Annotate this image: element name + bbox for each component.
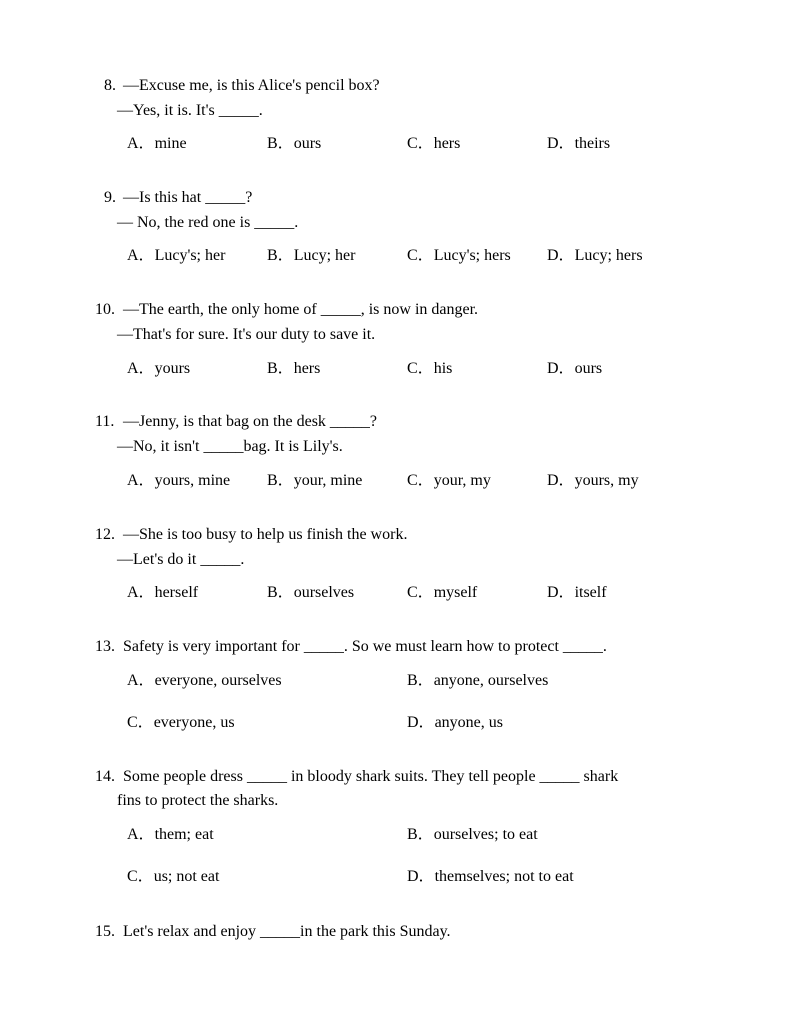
- option-text: ours: [293, 135, 322, 152]
- option-letter: D．: [547, 247, 575, 264]
- option-b[interactable]: [267, 361, 320, 377]
- option-b[interactable]: [407, 673, 548, 689]
- option-letter: B．: [267, 472, 294, 489]
- question-line: —Let's do it _____.: [117, 551, 245, 568]
- option-letter: C．: [407, 584, 434, 601]
- option-b[interactable]: [267, 248, 355, 264]
- question-line: Some people dress _____ in bloody shark suits. They tell people _____ shark: [123, 768, 619, 785]
- question-line: —That's for sure. It's our duty to save it.: [117, 326, 376, 343]
- option-a[interactable]: [127, 827, 214, 843]
- question-number: 9.: [104, 189, 116, 206]
- question-line: —She is too busy to help us finish the work.: [123, 526, 408, 543]
- option-text: theirs: [574, 135, 611, 152]
- option-text: herself: [154, 584, 199, 601]
- option-letter: B．: [267, 584, 294, 601]
- option-d[interactable]: [407, 869, 574, 885]
- option-text: them; eat: [154, 826, 214, 843]
- question-line: fins to protect the sharks.: [117, 792, 279, 809]
- question-number: 13.: [95, 638, 115, 655]
- question-line: Let's relax and enjoy _____in the park this Sunday.: [123, 923, 451, 940]
- option-letter: D．: [547, 584, 575, 601]
- option-c[interactable]: [407, 473, 491, 489]
- option-text: your, mine: [293, 472, 363, 489]
- option-d[interactable]: [547, 473, 639, 489]
- option-letter: D．: [407, 714, 435, 731]
- option-text: themselves; not to eat: [434, 868, 574, 885]
- question-line: — No, the red one is _____.: [117, 214, 299, 231]
- question-line: —No, it isn't _____bag. It is Lily's.: [117, 438, 343, 455]
- option-text: ourselves; to eat: [433, 826, 538, 843]
- option-text: yours: [154, 360, 191, 377]
- question-line: —Yes, it is. It's _____.: [117, 102, 263, 119]
- question-number: 12.: [95, 526, 115, 543]
- option-letter: B．: [407, 826, 434, 843]
- option-letter: C．: [407, 135, 434, 152]
- option-text: your, my: [433, 472, 491, 489]
- question-number: 11.: [95, 413, 115, 430]
- option-c[interactable]: [127, 715, 235, 731]
- option-letter: A．: [127, 360, 155, 377]
- option-text: everyone, us: [153, 714, 235, 731]
- option-c[interactable]: [407, 136, 460, 152]
- option-b[interactable]: [267, 585, 354, 601]
- option-d[interactable]: [407, 715, 503, 731]
- option-text: Lucy; her: [293, 247, 356, 264]
- option-text: his: [433, 360, 453, 377]
- option-letter: D．: [547, 472, 575, 489]
- option-text: us; not eat: [153, 868, 220, 885]
- option-letter: A．: [127, 672, 155, 689]
- question-number: 14.: [95, 768, 115, 785]
- option-letter: A．: [127, 472, 155, 489]
- option-text: Lucy's; hers: [433, 247, 511, 264]
- option-text: Lucy; hers: [574, 247, 643, 264]
- question-line: Safety is very important for _____. So we must learn how to protect _____.: [123, 638, 607, 655]
- option-text: everyone, ourselves: [154, 672, 282, 689]
- option-d[interactable]: [547, 248, 643, 264]
- option-text: Lucy's; her: [154, 247, 226, 264]
- question-number: 8.: [104, 77, 116, 94]
- option-text: anyone, us: [434, 714, 503, 731]
- option-letter: B．: [267, 247, 294, 264]
- option-letter: C．: [127, 868, 154, 885]
- question-number: 10.: [95, 301, 115, 318]
- option-a[interactable]: [127, 585, 198, 601]
- option-letter: A．: [127, 247, 155, 264]
- option-text: mine: [154, 135, 187, 152]
- question-line: —The earth, the only home of _____, is now in danger.: [123, 301, 479, 318]
- option-letter: B．: [267, 360, 294, 377]
- option-b[interactable]: [407, 827, 538, 843]
- option-a[interactable]: [127, 248, 225, 264]
- option-letter: B．: [267, 135, 294, 152]
- option-letter: A．: [127, 584, 155, 601]
- option-text: hers: [433, 135, 461, 152]
- question-line: —Jenny, is that bag on the desk _____?: [123, 413, 378, 430]
- option-text: anyone, ourselves: [433, 672, 549, 689]
- option-text: ours: [574, 360, 603, 377]
- option-letter: D．: [547, 135, 575, 152]
- option-text: ourselves: [293, 584, 355, 601]
- option-c[interactable]: [407, 585, 477, 601]
- option-letter: A．: [127, 826, 155, 843]
- option-letter: D．: [407, 868, 435, 885]
- option-text: hers: [293, 360, 321, 377]
- option-a[interactable]: [127, 136, 187, 152]
- option-letter: B．: [407, 672, 434, 689]
- option-letter: C．: [407, 247, 434, 264]
- option-d[interactable]: [547, 585, 607, 601]
- option-b[interactable]: [267, 136, 321, 152]
- option-d[interactable]: [547, 136, 610, 152]
- option-d[interactable]: [547, 361, 602, 377]
- question-number: 15.: [95, 923, 115, 940]
- option-b[interactable]: [267, 473, 362, 489]
- option-letter: D．: [547, 360, 575, 377]
- option-text: yours, mine: [154, 472, 231, 489]
- question-line: —Excuse me, is this Alice's pencil box?: [123, 77, 380, 94]
- option-letter: C．: [127, 714, 154, 731]
- option-a[interactable]: [127, 473, 230, 489]
- option-c[interactable]: [407, 248, 511, 264]
- option-c[interactable]: [407, 361, 452, 377]
- option-text: itself: [574, 584, 607, 601]
- option-text: myself: [433, 584, 478, 601]
- option-a[interactable]: [127, 673, 282, 689]
- question-line: —Is this hat _____?: [123, 189, 253, 206]
- option-letter: C．: [407, 472, 434, 489]
- option-letter: A．: [127, 135, 155, 152]
- option-letter: C．: [407, 360, 434, 377]
- option-c[interactable]: [127, 869, 219, 885]
- option-a[interactable]: [127, 361, 190, 377]
- option-text: yours, my: [574, 472, 639, 489]
